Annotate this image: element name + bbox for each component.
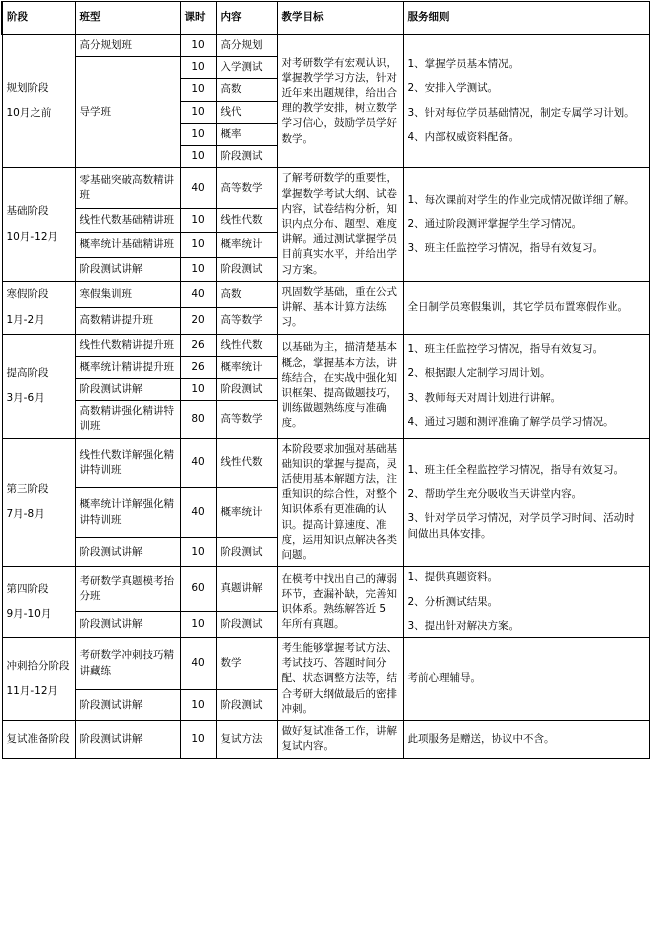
content-cell: 线性代数 <box>216 438 277 488</box>
stage-date: 3月-6月 <box>6 392 45 405</box>
stage-date: 9月-10月 <box>6 608 52 621</box>
stage-cell <box>2 334 75 438</box>
teaching-goal-cell: 了解考研数学的重要性，掌握数学考试大纲、试卷内容，试卷结构分析，知识内点分布、题型、难度讲解。通过测试掌握学员目前真实水平，并给出学习方案。 <box>277 168 403 282</box>
hours-cell: 10 <box>180 690 216 721</box>
stage-date: 1月-2月 <box>6 313 45 326</box>
stage-date: 7月-8月 <box>6 508 45 521</box>
content-cell: 高数 <box>216 281 277 307</box>
class-type-cell: 考研数学冲刺技巧精讲藏练 <box>75 638 180 690</box>
hours-cell: 10 <box>180 146 216 168</box>
header-class-type: 班型 <box>75 2 180 35</box>
hours-cell: 60 <box>180 567 216 611</box>
stage-name: 基础阶段 <box>6 205 49 218</box>
class-type-cell: 阶段测试讲解 <box>75 721 180 758</box>
service-detail-cell <box>403 638 649 721</box>
header-content: 内容 <box>216 2 277 35</box>
service-detail-item: 考前心理辅导。 <box>407 672 481 685</box>
table-header-row <box>2 2 649 35</box>
service-detail-item: 4、内部权威资料配备。 <box>407 130 520 143</box>
class-type-cell: 阶段测试讲解 <box>75 611 180 637</box>
class-type-cell: 概率统计基础精讲班 <box>75 233 180 257</box>
stage-name: 寒假阶段 <box>6 288 49 301</box>
teaching-goal-cell: 做好复试准备工作，讲解复试内容。 <box>277 721 403 758</box>
content-cell: 概率 <box>216 123 277 145</box>
content-cell: 高分规划 <box>216 35 277 57</box>
stage-cell <box>2 638 75 721</box>
header-service-detail: 服务细则 <box>403 2 649 35</box>
stage-date: 10月-12月 <box>6 230 59 243</box>
service-detail-cell <box>403 281 649 334</box>
service-detail-item: 1、掌握学员基本情况。 <box>407 58 520 71</box>
content-cell: 概率统计 <box>216 488 277 538</box>
class-type-cell: 线性代数基础精讲班 <box>75 209 180 233</box>
class-type-cell: 零基础突破高数精讲班 <box>75 168 180 209</box>
hours-cell: 10 <box>180 101 216 123</box>
stage-name: 规划阶段 <box>6 81 49 94</box>
hours-cell: 10 <box>180 79 216 101</box>
stage-spacer <box>7 497 71 507</box>
content-cell: 阶段测试 <box>216 537 277 566</box>
service-detail-item: 1、提供真题资料。 <box>407 571 499 584</box>
stage-name: 提高阶段 <box>6 366 49 379</box>
service-detail-cell <box>403 35 649 168</box>
hours-cell: 26 <box>180 334 216 356</box>
class-type-cell: 高分规划班 <box>75 35 180 57</box>
stage-name: 复试准备阶段 <box>6 732 70 745</box>
service-detail-item: 3、针对每位学员基础情况，制定专属学习计划。 <box>407 106 635 119</box>
hours-cell: 10 <box>180 35 216 57</box>
service-detail-item: 全日制学员寒假集训，其它学员布置寒假作业。 <box>407 301 628 314</box>
content-cell: 高等数学 <box>216 168 277 209</box>
table-body <box>2 35 649 759</box>
hours-cell: 10 <box>180 209 216 233</box>
hours-cell: 10 <box>180 537 216 566</box>
stage-name: 冲刺拾分阶段 <box>6 659 70 672</box>
table-row <box>2 567 649 611</box>
content-cell: 复试方法 <box>216 721 277 758</box>
stage-spacer <box>7 303 71 313</box>
class-type-cell: 阶段测试讲解 <box>75 378 180 400</box>
service-detail-item: 3、针对学员学习情况，对学员学习时间、活动时间做出具体安排。 <box>407 512 635 540</box>
service-detail-item: 2、帮助学生充分吸收当天讲堂内容。 <box>407 488 583 501</box>
service-detail-cell <box>403 334 649 438</box>
table-row <box>2 334 649 356</box>
content-cell: 线性代数 <box>216 209 277 233</box>
stage-spacer <box>7 674 71 684</box>
teaching-goal-cell: 巩固数学基础，重在公式讲解、基本计算方法练习。 <box>277 281 403 334</box>
hours-cell: 10 <box>180 123 216 145</box>
class-type-cell: 高数精讲提升班 <box>75 308 180 334</box>
stage-cell <box>2 438 75 567</box>
stage-cell <box>2 567 75 638</box>
service-detail-cell <box>403 721 649 758</box>
stage-spacer <box>7 381 71 391</box>
stage-spacer <box>7 96 71 106</box>
stage-name: 第四阶段 <box>6 582 49 595</box>
class-type-cell: 寒假集训班 <box>75 281 180 307</box>
stage-date: 11月-12月 <box>6 685 59 698</box>
content-cell: 阶段测试 <box>216 146 277 168</box>
teaching-goal-cell: 本阶段要求加强对基础基础知识的掌握与提高，灵活使用基本解题方法，注重知识的综合性，对整个知识体系有更准确的认识。提高计算速度、准度，运用知识点解决各类问题。 <box>277 438 403 567</box>
stage-date: 10月之前 <box>6 107 52 120</box>
service-detail-item: 4、通过习题和测评准确了解学员学习情况。 <box>407 415 614 428</box>
service-detail-item: 3、教师每天对周计划进行讲解。 <box>407 391 562 404</box>
hours-cell: 10 <box>180 233 216 257</box>
content-cell: 概率统计 <box>216 356 277 378</box>
content-cell: 阶段测试 <box>216 378 277 400</box>
content-cell: 入学测试 <box>216 57 277 79</box>
hours-cell: 10 <box>180 721 216 758</box>
hours-cell: 10 <box>180 378 216 400</box>
class-type-cell: 阶段测试讲解 <box>75 257 180 281</box>
stage-cell <box>2 168 75 282</box>
service-detail-cell <box>403 168 649 282</box>
stage-name: 第三阶段 <box>6 483 49 496</box>
service-detail-item: 2、安排入学测试。 <box>407 82 499 95</box>
service-detail-item: 3、提出针对解决方案。 <box>407 619 520 632</box>
service-detail-item: 2、通过阶段测评掌握学生学习情况。 <box>407 217 583 230</box>
content-cell: 阶段测试 <box>216 611 277 637</box>
teaching-goal-cell: 对考研数学有宏观认识，掌握教学学习方法，针对近年来出题规律，给出合理的教学安排，树立数学学习信心，鼓励学员学好数学。 <box>277 35 403 168</box>
table-row <box>2 168 649 209</box>
content-cell: 线性代数 <box>216 334 277 356</box>
header-teaching-goal: 教学目标 <box>277 2 403 35</box>
class-type-cell: 概率统计详解强化精讲特训班 <box>75 488 180 538</box>
hours-cell: 26 <box>180 356 216 378</box>
service-detail-cell <box>403 438 649 567</box>
hours-cell: 40 <box>180 488 216 538</box>
table-row <box>2 638 649 690</box>
content-cell: 阶段测试 <box>216 257 277 281</box>
service-detail-cell <box>403 567 649 638</box>
hours-cell: 20 <box>180 308 216 334</box>
class-type-cell: 概率统计精讲提升班 <box>75 356 180 378</box>
content-cell: 高等数学 <box>216 308 277 334</box>
service-detail-item: 此项服务是赠送，协议中不含。 <box>407 732 555 745</box>
hours-cell: 80 <box>180 401 216 438</box>
content-cell: 线代 <box>216 101 277 123</box>
class-type-cell: 阶段测试讲解 <box>75 537 180 566</box>
stage-cell <box>2 721 75 758</box>
hours-cell: 10 <box>180 57 216 79</box>
hours-cell: 10 <box>180 611 216 637</box>
table-row <box>2 438 649 488</box>
service-detail-item: 3、班主任监控学习情况，指导有效复习。 <box>407 242 604 255</box>
stage-spacer <box>7 597 71 607</box>
service-detail-item: 1、班主任全程监控学习情况，指导有效复习。 <box>407 464 625 477</box>
service-detail-item: 2、根据跟人定制学习周计划。 <box>407 367 551 380</box>
service-detail-item: 2、分析测试结果。 <box>407 595 499 608</box>
service-detail-item: 1、班主任监控学习情况，指导有效复习。 <box>407 343 604 356</box>
teaching-goal-cell: 在模考中找出自己的薄弱环节，查漏补缺，完善知识体系。熟练解答近 5 年所有真题。 <box>277 567 403 638</box>
class-type-cell: 阶段测试讲解 <box>75 690 180 721</box>
table-row <box>2 721 649 758</box>
stage-cell <box>2 35 75 168</box>
class-type-cell: 线性代数详解强化精讲特训班 <box>75 438 180 488</box>
stage-spacer <box>7 220 71 230</box>
content-cell: 高数 <box>216 79 277 101</box>
table-row <box>2 35 649 57</box>
class-type-cell: 导学班 <box>75 57 180 168</box>
study-plan-table <box>1 1 650 759</box>
stage-cell <box>2 281 75 334</box>
content-cell: 概率统计 <box>216 233 277 257</box>
teaching-goal-cell: 以基础为主，描清楚基本概念，掌握基本方法，讲练结合，在实战中强化知识框架、提高做题技巧，训练做题熟练度与准确度。 <box>277 334 403 438</box>
class-type-cell: 考研数学真题模考抬分班 <box>75 567 180 611</box>
class-type-cell: 高数精讲强化精讲特训班 <box>75 401 180 438</box>
content-cell: 数学 <box>216 638 277 690</box>
hours-cell: 40 <box>180 638 216 690</box>
hours-cell: 40 <box>180 438 216 488</box>
content-cell: 高等数学 <box>216 401 277 438</box>
content-cell: 真题讲解 <box>216 567 277 611</box>
header-hours: 课时 <box>180 2 216 35</box>
hours-cell: 40 <box>180 168 216 209</box>
service-detail-item: 1、每次课前对学生的作业完成情况做详细了解。 <box>407 193 635 206</box>
content-cell: 阶段测试 <box>216 690 277 721</box>
header-stage: 阶段 <box>2 2 75 35</box>
class-type-cell: 线性代数精讲提升班 <box>75 334 180 356</box>
hours-cell: 40 <box>180 281 216 307</box>
table-row <box>2 281 649 307</box>
hours-cell: 10 <box>180 257 216 281</box>
teaching-goal-cell: 考生能够掌握考试方法、考试技巧、答题时间分配、状态调整方法等，结合考研大纲做最后的密排冲刺。 <box>277 638 403 721</box>
